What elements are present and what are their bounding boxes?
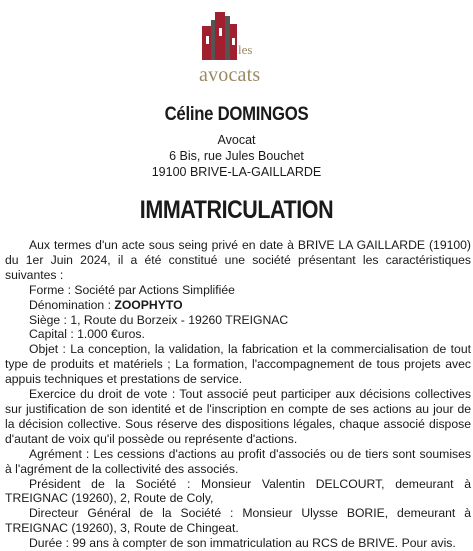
building-columns-icon xyxy=(196,6,276,66)
denomination-line xyxy=(5,298,471,313)
notice-body xyxy=(5,238,471,551)
denomination-label: Dénomination : xyxy=(29,297,115,312)
address-city: 19100 BRIVE-LA-GAILLARDE xyxy=(151,165,322,179)
agrement-paragraph: Agrément : Les cessions d'actions au profit d'associés ou de tiers sont soumises à l'agrément de la collectivité des associés. xyxy=(5,446,471,476)
address-street: 6 Bis, rue Jules Bouchet xyxy=(169,149,304,163)
notice-title: IMMATRICULATION xyxy=(139,196,334,224)
forme-line: Forme : Société par Actions Simplifiée xyxy=(29,282,235,297)
logo-les-text: les xyxy=(238,42,253,57)
president-paragraph: Président de la Société : Monsieur Valentin DELCOURT, demeurant à TREIGNAC (19260), 2, Route de Coly, xyxy=(5,476,471,506)
intro-paragraph: Aux termes d'un acte sous seing privé en date à BRIVE LA GAILLARDE (19100) du 1er Juin 2024, il a été constitué une société présentant les caractéristiques suivantes : xyxy=(5,238,471,282)
logo-avocats-text: avocats xyxy=(199,64,261,86)
denomination-value: ZOOPHYTO xyxy=(114,297,183,312)
objet-paragraph: Objet : La conception, la validation, la fabrication et la commercialisation de tout type de produits et matériels ; La formation, l'accompagnement de tous projets avec appuis techniques et prestations de service. xyxy=(5,342,471,387)
les-avocats-logo xyxy=(196,6,276,88)
vote-paragraph: Exercice du droit de vote : Tout associé peut participer aux décisions collectives sur justification de son identité et de l'inscription en compte de ses actions au jour de la décision collective. Sous réserve des dispositions légales, chaque associé dispose d'autant de voix qu'il possède ou représente d'actions. xyxy=(5,387,471,446)
capital-line: Capital : 1.000 €uros. xyxy=(29,327,145,342)
duree-paragraph: Durée : 99 ans à compter de son immatriculation au RCS de BRIVE. Pour avis. xyxy=(29,536,456,551)
lawyer-name: Céline DOMINGOS xyxy=(164,104,309,125)
dg-paragraph: Directeur Général de la Société : Monsieur Ulysse BORIE, demeurant à TREIGNAC (19260), 3, Route de Chingeat. xyxy=(5,506,471,536)
siege-line: Siège : 1, Route du Borzeix - 19260 TREIGNAC xyxy=(29,312,289,327)
lawyer-role: Avocat xyxy=(217,133,256,147)
